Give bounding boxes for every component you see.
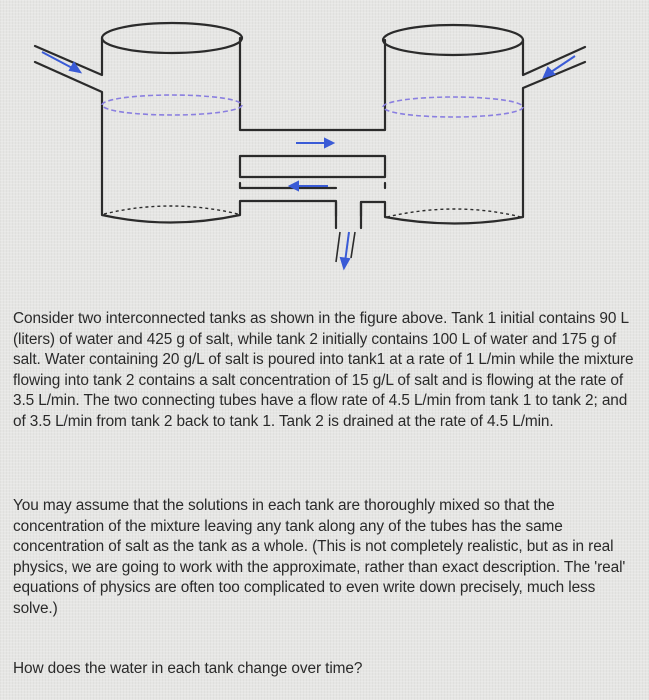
tank-1-bottom-level — [104, 206, 238, 214]
drain-arrow — [345, 232, 349, 262]
question-text: How does the water in each tank change over time? — [13, 660, 363, 677]
tank-1-water-level — [102, 95, 242, 115]
drain-mark-2 — [351, 232, 355, 258]
drain-mark-1 — [336, 232, 340, 262]
tank-2-body — [361, 40, 585, 224]
tank-2-water-level — [383, 97, 523, 117]
two-tank-diagram — [0, 0, 649, 285]
tank-1-top — [102, 23, 242, 53]
upper-tube-arrow-head — [325, 139, 333, 147]
drain-arrow-head — [341, 258, 349, 268]
problem-paragraph-2 — [13, 496, 643, 619]
drain-pipe — [336, 202, 361, 228]
problem-paragraph-1 — [13, 309, 643, 432]
tank-1-body — [35, 38, 385, 223]
tank-2-top — [383, 25, 523, 55]
paragraph-1-text: Consider two interconnected tanks as shown in the figure above. Tank 1 initial contains 90 L (liters) of water and 425 g of salt, while tank 2 initially contains 100 L of water and 175 g of salt. Water containing 20 g/L of salt is poured into tank1 at a rate of 1 L/min while the mixture flowing into tank 2 contains a salt concentration of 15 g/L of salt and is flowing at the rate of 3.5 L/min. The two connecting tubes have a flow rate of 4.5 L/min from tank 1 to tank 2; and of 3.5 L/min from tank 2 back to tank 1. Tank 2 is drained at the rate of 4.5 L/min. — [13, 310, 634, 430]
tank-figure-svg — [0, 0, 649, 285]
lower-connecting-tube — [240, 156, 385, 177]
paragraph-2-text: You may assume that the solutions in each tank are thoroughly mixed so that the concentration of the mixture leaving any tank along any of the tubes has the same concentration of salt as the tank as a whole. (This is not completely realistic, but as in real physics, we are going to work with the approximate, rather than exact description. The 'real' equations of physics are often too complicated to even write down precisely, much less solve.) — [13, 497, 626, 617]
problem-question — [13, 659, 643, 680]
tank-2-bottom-level — [387, 209, 521, 217]
